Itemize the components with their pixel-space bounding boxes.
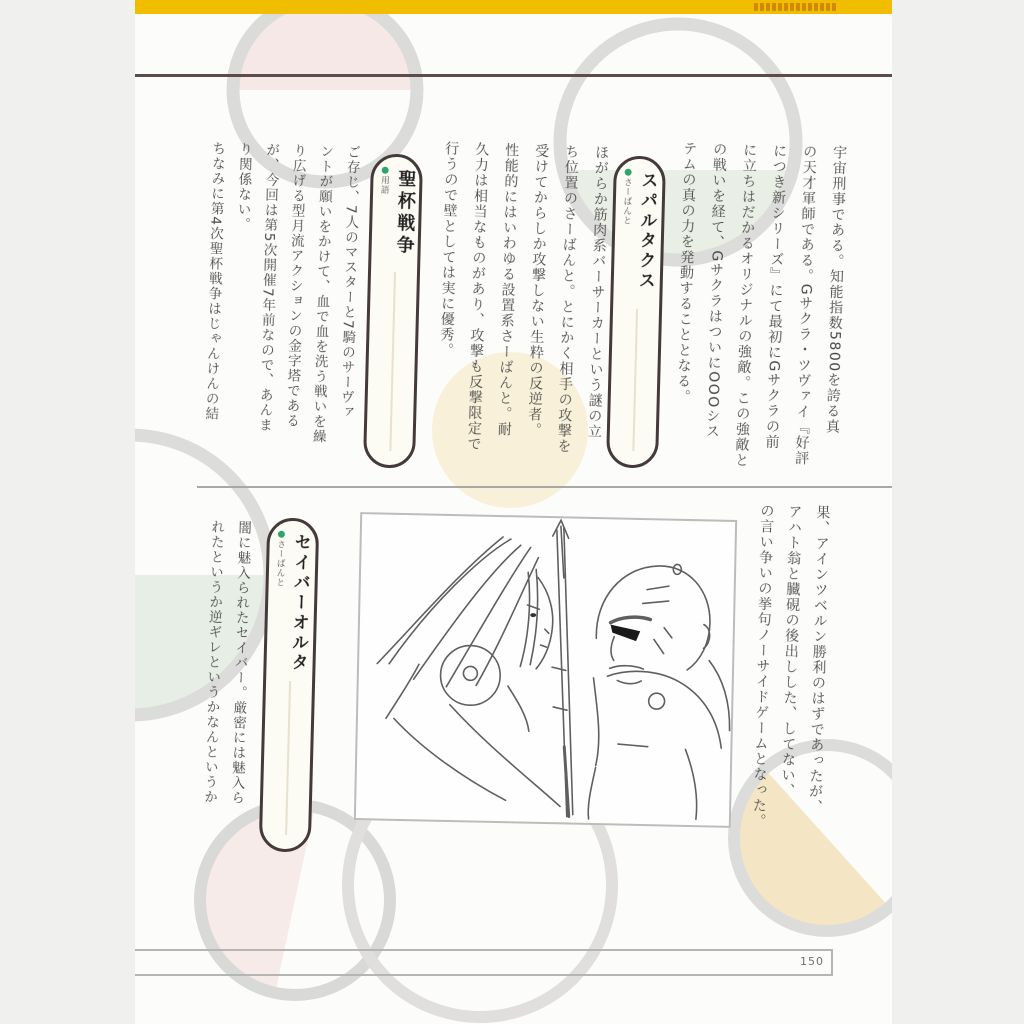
- category-bullet-icon: [624, 169, 631, 176]
- entry-pill-spartacus: [606, 155, 666, 468]
- header-corner-label-illegible: [754, 3, 838, 11]
- continuation-text-bottom-right: 果、アインツベルン勝利のはずであったが、 アハト翁と臓硯の後出しした、してない、 の言い争いの挙句ノーサイドゲームとなった。: [750, 503, 831, 830]
- pill-inner-line: [285, 681, 291, 835]
- sketch-two-warriors-spear-illustration: [356, 514, 735, 826]
- entry-category-label: 用語: [379, 175, 390, 195]
- illustration-frame: [354, 512, 737, 828]
- entry-pill-saber-alter: [259, 517, 320, 852]
- entry-category: [620, 169, 633, 226]
- entry-body-holy-grail-war: ご存じ、7人のマスターと7騎のサーヴァ ントが願いをかけて、血で血を洗う戦いを繰 り広げる型月流アクションの金字塔である が、今回は第5次開催7年前なので、あんま り関係ない。 ちなみに第4次聖杯戦争はじゃんけんの結: [202, 141, 361, 445]
- pill-inner-line: [389, 272, 396, 451]
- entry-body-saber-alter: 闇に魅入られたセイバー。厳密には魅入ら れたというか逆ギレというかなんというか: [200, 519, 252, 806]
- entry-category: [274, 531, 287, 588]
- entry-title: スパルタクス: [634, 170, 658, 292]
- entry-body-spartacus: ほがらか筋肉系バーサーカーという謎の立 ち位置のさーばんと。とにかく相手の攻撃を 受けてからしか攻撃しない生粋の反逆者。 性能的にはいわゆる設置系さーばんと。耐 久力は相当なものがあり、攻撃も反撃限定で 行うので壁としては実に優秀。: [437, 140, 610, 455]
- category-bullet-icon: [277, 531, 284, 538]
- entry-title: セイバーオルタ: [287, 532, 311, 674]
- pill-inner-line: [632, 309, 638, 451]
- entry-pill-holy-grail-war: [363, 153, 423, 468]
- header-bar: [135, 0, 892, 14]
- section-divider-rule: [197, 486, 892, 488]
- continuation-text-top-right: 宇宙刑事である。知能指数5800を誇る真 の天才軍師である。Gサクラ・ツヴァイ『好評 につき新シリーズ』にて最初にGサクラの前 に立ちはだかるオリジナルの強敵。この強敵と の戦いを経て、GサクラはついにOOOシス テムの真の力を発動することとなる。: [674, 140, 848, 469]
- entry-title: 聖杯戦争: [393, 169, 417, 258]
- book-page: [135, 0, 892, 1024]
- entry-category-label: さーばんと: [621, 177, 633, 226]
- footer-rules: [135, 949, 833, 976]
- page-number: 150: [800, 955, 824, 968]
- top-rule: [135, 74, 892, 77]
- category-bullet-icon: [381, 167, 388, 174]
- entry-category-label: さーばんと: [274, 539, 286, 588]
- entry-category: [378, 167, 391, 195]
